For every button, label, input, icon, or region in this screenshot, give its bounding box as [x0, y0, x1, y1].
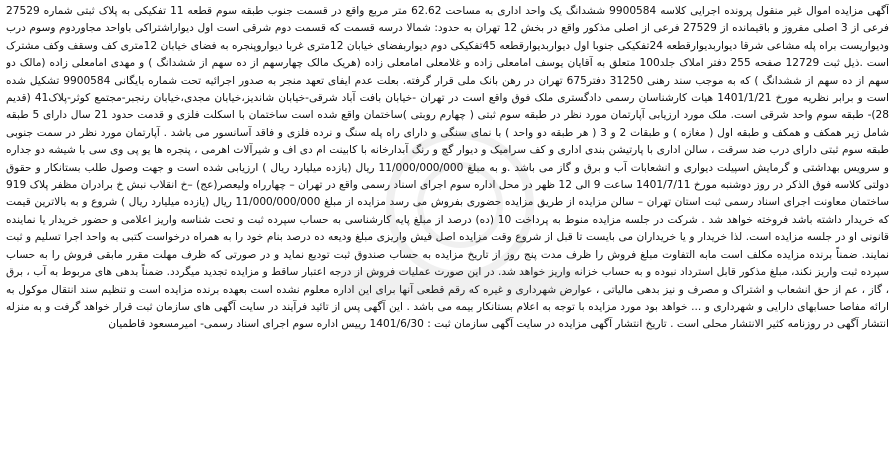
notice-body-text: آگهی مزایده اموال غیر منقول پرونده اجرایی کلاسه 9900584 ششدانگ یک واحد اداری به مساحت 62.62 متر مربع واقع در قسمت جنوب طبقه سوم قطعه 11 تفکیکی به پلاک ثبتی شماره 27529 فرعی از 3 اصلی مفروز و باقیمانده از 27529 فرعی از اصلی مذکور واقع در بخش 12 تهران به حدود: شمالا درسه قسمت که قسمت دوم شرقی است اول دیواراشتراکی باواحد مجاوردوم وسوم درب ودیواریست براه پله مشاعی شرقا دیواربدیوارقطعه 24تفکیکی جنوبا اول دیواربدیوارقطعه 45تفکیکی دوم دیواربفضای خیابان 12متری غربا دیواروپنجره به فضای خیابان 12متری کف وسقف وکف مشترک است .ذیل ثبت 12729 صفحه 255 دفتر املاک جلد100 متعلق به آقایان یوسف امامعلی زاده و غلامعلی امامعلی زاده (هریک مالک چهارسهم از ده سهم از ششدانگ ) و مهدی امامعلی زاده (مالک دو سهم از ده سهم از ششدانگ ) که به موجب سند رهنی 31250 دفتر675 تهران در رهن بانک ملی قرار گرفته. بعلت عدم ایفای تعهد منجر به صدور اجرائیه تحت شماره بایگانی 9900584 تشکیل شده است و برابر نظریه مورخ 1401/1/21 هیات کارشناسان رسمی دادگستری ملک فوق واقع است در تهران -خیابان بافت آباد شرقی-خیابان شاندیز،خیابان مجدی،خیابان رنجبر-مجتمع کوثر-پلاک41 (قدیم 28)- طبقه سوم واحد شرقی است. ملک مورد ارزیابی آپارتمان مورد نظر در طبقه سوم ثبتی ( چهارم روبتی )ساختمان واقع شده است ساختمان با اسکلت فلزی و قدمت حدود 21 سال دارای 5 طبقه شامل زیر همکف و همکف و طبقه اول ( مغازه ) و طبقات 2 و 3 ( هر طبقه دو واحد ) با نمای سنگی و دارای راه پله سنگ و نرده فلزی و فاقد آسانسور می باشد . آپارتمان مورد نظر در سمت جنوبی طبقه سوم ثبتی دارای درب ضد سرقت ، سالن اداری با پارتیشن بندی اداری و کف سرامیک و دیوار گچ و رنگ آبدارخانه با کابینت ام دی اف و شیرآلات اهرمی ، پنجره ها یو پی وی سی با شیشه دو جداره و سرویس بهداشتی و گرمایش اسپیلت دیواری و انشعابات آب و برق و گاز می باشد .و به مبلغ 11/000/000/000 ریال (یازده میلیارد ریال ) ارزیابی شده است و جهت وصول طلب بستانکار و حقوق دولتی کلاسه فوق الذکر در روز دوشنبه مورخ 1401/7/11 ساعت 9 الی 12 ظهر در محل اداره سوم اجرای اسناد رسمی واقع در تهران – چهارراه ولیعصر(عج) –خ انقلاب نبش خ برادران مظفر پلاک 919 ساختمان معاونت اجرای اسناد رسمی ثبت استان تهران – سالن مزایده از طریق مزایده حضوری بفروش می رسد مزایده از مبلغ 11/000/000/000 ریال (یازده میلیارد ریال ) شروع و به بالاترین قیمت که خریدار داشته باشد فروخته خواهد شد . شرکت در جلسه مزایده منوط به پرداخت 10 (ده) درصد از مبلغ پایه کارشناسی به حساب سپرده ثبت و تحت شناسه واریز اعلامی و حضور خریدار یا نماینده قانونی او در جلسه مزایده است. لذا خریدار و یا خریداران می بایست تا قبل از شروع وقت مزایده اصل فیش واریزی مبلغ ودیعه ده درصد بنام خود را به همراه درخواست کتبی به واحد اجرا تسلیم و ثبت نمایند. ضمناً برنده مزایده مکلف است مابه التفاوت مبلغ فروش را ظرف مدت پنج روز از تاریخ مزایده به حساب صندوق ثبت تودیع نماید و در صورتی که ظرف مهلت مقرر مابقی فروش را به حساب سپرده ثبت واریز نکند، مبلغ مذکور قابل استرداد نبوده و به حساب خزانه واریز خواهد شد. در این صورت عملیات فروش از درجه اعتبار ساقط و مزایده تجدید میگردد. ضمناً بدهی های مربوط به آب ، برق ، گاز ، عم از حق انشعاب و اشتراک و مصرف و نیز بدهی مالیاتی ، عوارض شهرداری و غیره که رقم قطعی آنها برای این اداره معلوم نشده است بعهده برنده مزایده است و تنظیم سند انتقال موکول به ارائه مفاصا حسابهای دارایی و شهرداری و ... خواهد بود مورد مزایده با توجه به اعلام بستانکار بیمه می باشد . این آگهی پس از تائید فرآیند در سایت آگهی های سازمان ثبت قرار خواهد گرفت و به منزله انتشار آگهی در روزنامه کثیر الانتشار محلی است . تاریخ انتشار آگهی مزایده در سایت آگهی سازمان ثبت : 1401/6/30 رییس اداره سوم اجرای اسناد رسمی- امیرمسعود قاطمیان	[6, 5, 889, 331]
auction-notice	[6, 3, 889, 448]
